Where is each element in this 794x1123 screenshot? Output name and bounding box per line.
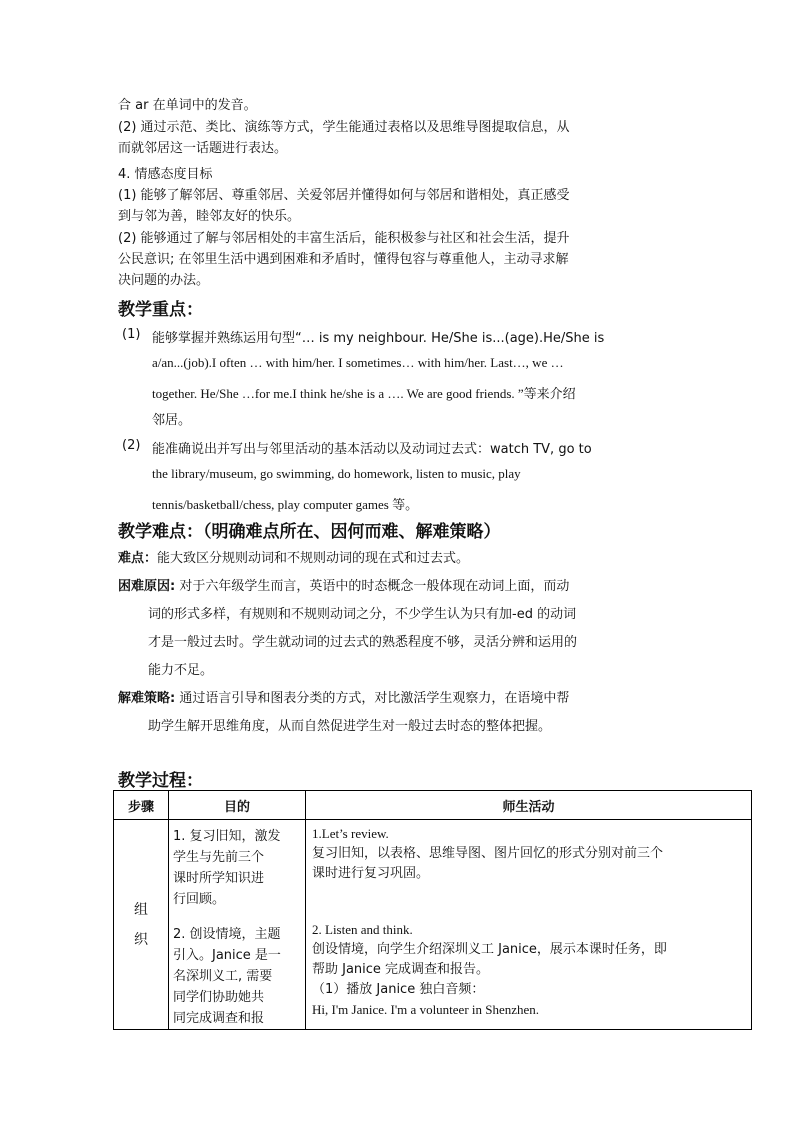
table-header-row [114,791,752,820]
objective-item-2-line-1: (2) 通过示范、类比、演练等方式，学生能通过表格以及思维导图提取信息，从 [118,120,570,135]
key-point-2-number: (2) [122,438,141,453]
header-purpose: 目的 [169,791,306,820]
activity-cell [306,820,752,1030]
activity-line: （1）播放 Janice 独白音频： [312,982,485,997]
header-activity: 师生活动 [306,791,752,820]
emotion-item-1-line-2: 到与邻为善，睦邻友好的快乐。 [118,209,301,224]
emotion-item-2-line-1: (2) 能够通过了解与邻居相处的丰富生活后，能积极参与社区和社会生活，提升 [118,231,570,246]
difficulty-cause-line-3: 才是一般过去时。学生就动词的过去式的熟悉程度不够，灵活分辨和运用的 [148,635,578,650]
objective-line: 合 ar 在单词中的发音。 [118,98,257,113]
emotion-heading: 4. 情感态度目标 [118,167,213,182]
purpose-line: 行回顾。 [173,892,226,907]
difficulty-point-text: 能大致区分规则动词和不规则动词的现在式和过去式。 [157,551,470,566]
activity-line: 课时进行复习巩固。 [312,866,430,881]
purpose-line: 学生与先前三个 [173,850,265,865]
difficulty-cause-text: 对于六年级学生而言，英语中的时态概念一般体现在动词上面，而动 [175,579,570,594]
difficulty-strategy-line-2: 助学生解开思维角度，从而自然促进学生对一般过去时态的整体把握。 [148,719,552,734]
difficulty-point [118,547,469,566]
purpose-line: 同学们协助她共 [173,990,265,1005]
table-row [114,820,752,1030]
purpose-line: 1. 复习旧知，激发 [173,829,281,844]
key-points-heading: 教学重点： [118,300,203,320]
activity-line: 1.Let’s review. [312,826,389,841]
key-point-2-line-1: 能准确说出并写出与邻里活动的基本活动以及动词过去式：watch TV, go to [152,442,592,457]
key-point-1-line-4: 邻居。 [152,413,192,428]
key-point-2-line-3: tennis/basketball/chess, play computer games 等。 [152,497,419,512]
emotion-item-2-line-3: 决问题的办法。 [118,273,210,288]
difficulty-strategy-label: 解难策略: [118,691,176,706]
purpose-line: 同完成调查和报 [173,1011,265,1026]
key-point-1-line-2: a/an...(job).I often … with him/her. I sometimes… with him/her. Last…, we … [152,355,564,370]
difficulty-strategy-line-1 [118,687,569,706]
activity-line: 创设情境，向学生介绍深圳义工 Janice，展示本课时任务，即 [312,942,667,957]
process-heading: 教学过程： [118,771,203,791]
key-point-2-line-2: the library/museum, go swimming, do homework, listen to music, play [152,466,521,481]
process-table [113,790,752,1030]
difficulty-point-label: 难点： [118,551,158,566]
activity-line: 帮助 Janice 完成调查和报告。 [312,962,490,977]
activity-line: 复习旧知，以表格、思维导图、图片回忆的形式分别对前三个 [312,846,664,861]
activity-line: 2. Listen and think. [312,922,413,937]
purpose-line: 2. 创设情境，主题 [173,927,281,942]
purpose-line: 引入。Janice 是一 [173,948,281,963]
purpose-line: 课时所学知识进 [173,871,265,886]
activity-line: Hi, I'm Janice. I'm a volunteer in Shenzhen. [312,1002,540,1017]
purpose-line [169,910,305,924]
activity-line [306,908,751,920]
key-point-1-number: (1) [122,327,141,342]
emotion-item-1-line-1: (1) 能够了解邻居、尊重邻居、关爱邻居并懂得如何与邻居和谐相处，真正感受 [118,188,570,203]
emotion-item-2-line-2: 公民意识; 在邻里生活中遇到困难和矛盾时，懂得包容与尊重他人，主动寻求解 [118,252,569,267]
difficulty-cause-label: 困难原因: [118,579,176,594]
difficulty-cause-line-1 [118,575,569,594]
purpose-cell [169,820,306,1030]
key-point-1-line-1: 能够掌握并熟练运用句型“… is my neighbour. He/She is...(age).He/She is [152,331,605,346]
step-char-2: 织 [134,931,148,948]
activity-line [306,884,751,896]
activity-line [306,896,751,908]
purpose-line: 名深圳义工, 需要 [173,969,273,984]
step-char-1: 组 [134,901,148,918]
difficulty-cause-line-4: 能力不足。 [148,663,214,678]
difficulty-strategy-text: 通过语言引导和图表分类的方式，对比激活学生观察力，在语境中帮 [175,691,570,706]
difficulties-heading: 教学难点：（明确难点所在、因何而难、解难策略） [118,522,501,542]
difficulty-cause-line-2: 词的形式多样，有规则和不规则动词之分，不少学生认为只有加-ed 的动词 [148,607,577,622]
key-point-1-line-3: together. He/She …for me.I think he/she is a …. We are good friends. ”等来介绍 [152,386,576,401]
objective-item-2-line-2: 而就邻居这一话题进行表达。 [118,141,288,156]
step-cell [114,820,169,1030]
header-step: 步骤 [114,791,169,820]
